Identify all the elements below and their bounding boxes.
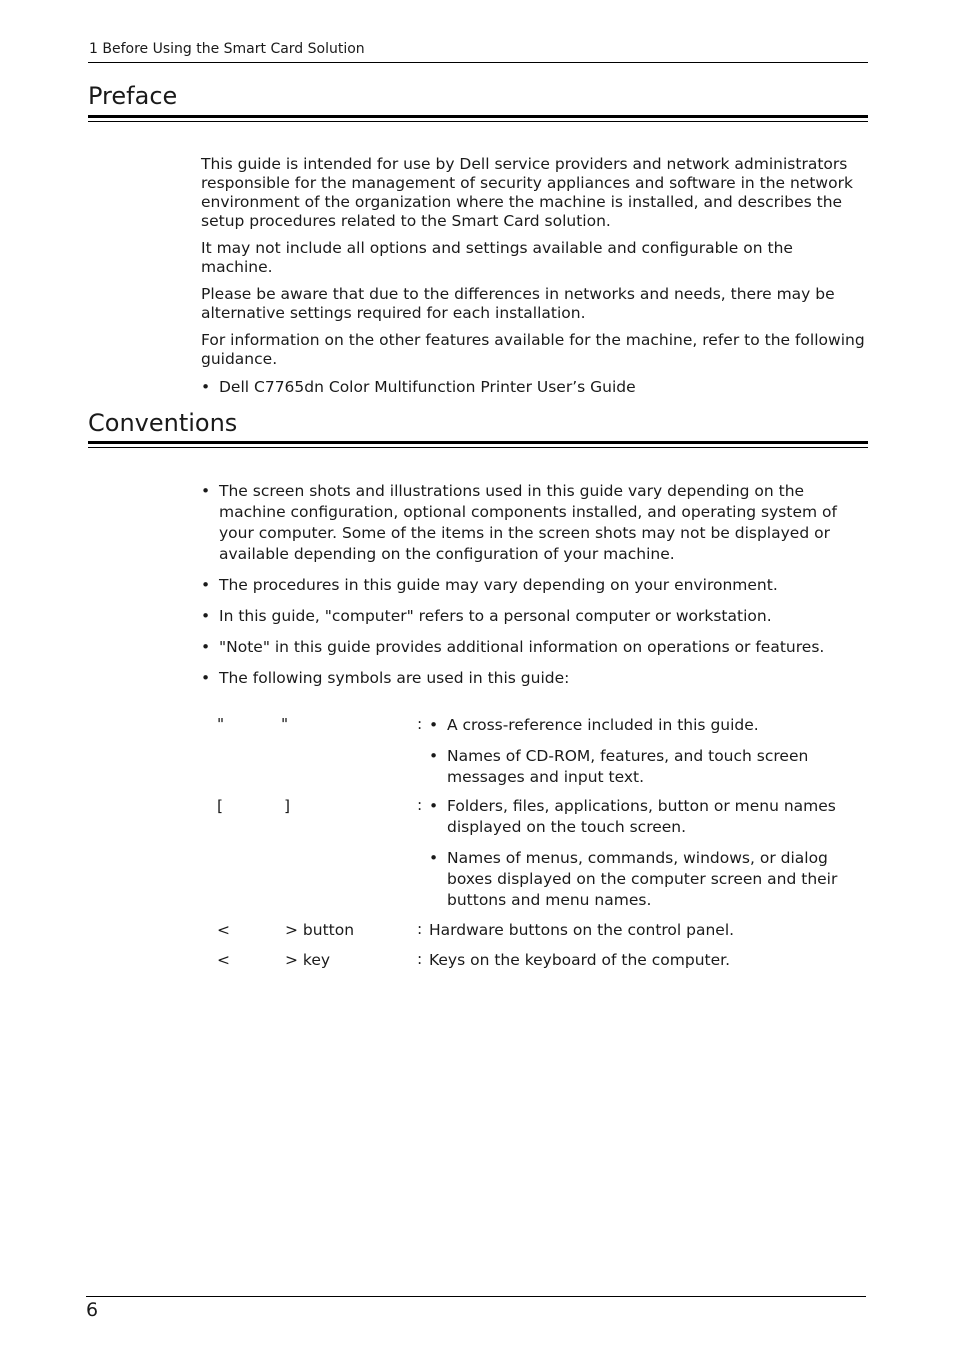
symbol-description: • Names of menus, commands, windows, or dialog boxes displayed on the computer screen and their buttons and menu names. — [429, 848, 859, 911]
symbol-description: Keys on the keyboard of the computer. — [429, 951, 731, 969]
symbol-quote-close: " — [281, 715, 289, 733]
conventions-list — [201, 481, 867, 699]
conventions-bullet-item: • The following symbols are used in this guide: — [201, 668, 867, 689]
preface-title: Preface — [88, 82, 178, 110]
symbol-key-close: > key — [285, 951, 331, 969]
preface-paragraph: It may not include all options and settings available and configurable on the machine. — [201, 239, 793, 276]
symbol-colon: : — [417, 796, 423, 814]
symbol-description: Hardware buttons on the control panel. — [429, 921, 735, 939]
symbol-colon: : — [417, 950, 423, 968]
preface-paragraph: This guide is intended for use by Dell service providers and network administrators responsible for the management of security appliances and software in the network environment of the organization where the machine is installed, and describes the setup procedures related to the Smart Card solution. — [201, 155, 853, 230]
preface-bullet-item: • Dell C7765dn Color Multifunction Printer User’s Guide — [201, 378, 867, 397]
conventions-bullet-item: • The screen shots and illustrations used in this guide vary depending on the machine configuration, optional components installed, and operating system of your computer. Some of the items in the screen shots may not be displayed or available depending on the configuration of your machine. — [201, 481, 867, 565]
conventions-bullet-item: • "Note" in this guide provides additional information on operations or features. — [201, 637, 867, 658]
symbol-button-close: > button — [285, 921, 355, 939]
symbol-colon: : — [417, 715, 423, 733]
preface-rule-thin — [88, 121, 868, 122]
symbol-bracket-close: ] — [284, 797, 291, 815]
preface-paragraph: Please be aware that due to the differences in networks and needs, there may be alternative settings required for each installation. — [201, 285, 835, 322]
symbol-button-open: < — [217, 921, 230, 939]
footer-rule — [86, 1296, 866, 1297]
page-number: 6 — [86, 1299, 99, 1321]
symbol-description: • A cross-reference included in this guide. — [429, 715, 859, 736]
running-header: 1 Before Using the Smart Card Solution — [89, 41, 365, 57]
symbol-description: • Names of CD-ROM, features, and touch screen messages and input text. — [429, 746, 859, 788]
preface-body — [201, 155, 867, 397]
symbol-quote-descriptions — [429, 715, 859, 798]
symbol-description: • Folders, files, applications, button or menu names displayed on the touch screen. — [429, 796, 859, 838]
conventions-title: Conventions — [88, 409, 238, 437]
conventions-rule-thick — [88, 441, 868, 444]
header-rule — [88, 62, 868, 63]
conventions-rule-thin — [88, 447, 868, 448]
preface-rule-thick — [88, 115, 868, 118]
symbol-bracket-open: [ — [217, 797, 224, 815]
preface-paragraph: For information on the other features available for the machine, refer to the following guidance. — [201, 331, 865, 368]
conventions-bullet-item: • The procedures in this guide may vary depending on your environment. — [201, 575, 867, 596]
symbol-quote-open: " — [217, 715, 225, 733]
conventions-bullet-item: • In this guide, "computer" refers to a personal computer or workstation. — [201, 606, 867, 627]
symbol-colon: : — [417, 920, 423, 938]
symbol-bracket-descriptions — [429, 796, 859, 921]
symbol-key-open: < — [217, 951, 230, 969]
